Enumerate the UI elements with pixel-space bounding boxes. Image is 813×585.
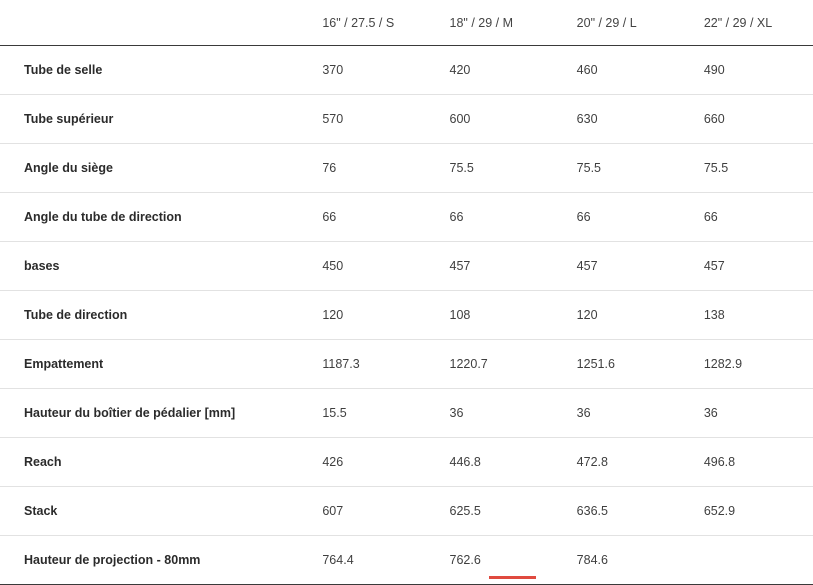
row-value: 75.5: [686, 144, 813, 193]
row-value: 630: [559, 95, 686, 144]
row-value: 450: [304, 242, 431, 291]
row-value: 138: [686, 291, 813, 340]
table-row: [0, 95, 813, 144]
row-value: 66: [686, 193, 813, 242]
row-label: Angle du tube de direction: [0, 193, 304, 242]
table-row: [0, 438, 813, 487]
row-value: 652.9: [686, 487, 813, 536]
row-label: Tube de direction: [0, 291, 304, 340]
row-value: 784.6: [559, 536, 686, 585]
table-row: [0, 193, 813, 242]
row-value: 75.5: [432, 144, 559, 193]
row-value: 76: [304, 144, 431, 193]
row-value: 426: [304, 438, 431, 487]
column-header-measure: [0, 0, 304, 46]
row-label: Tube de selle: [0, 46, 304, 95]
row-value: 762.6: [432, 536, 559, 585]
row-value: 420: [432, 46, 559, 95]
table-row: [0, 389, 813, 438]
row-value: 1251.6: [559, 340, 686, 389]
column-header-size-l: 20" / 29 / L: [559, 0, 686, 46]
row-value: 625.5: [432, 487, 559, 536]
row-value: 36: [559, 389, 686, 438]
column-header-size-m: 18" / 29 / M: [432, 0, 559, 46]
row-value: 490: [686, 46, 813, 95]
row-value: 1220.7: [432, 340, 559, 389]
table-row: [0, 144, 813, 193]
row-value: 66: [559, 193, 686, 242]
row-value: 600: [432, 95, 559, 144]
table-row: [0, 46, 813, 95]
table-header: [0, 0, 813, 46]
row-value: 120: [304, 291, 431, 340]
row-value: 496.8: [686, 438, 813, 487]
row-value: 66: [304, 193, 431, 242]
row-value: 120: [559, 291, 686, 340]
table-row: [0, 536, 813, 585]
row-label: Hauteur du boîtier de pédalier [mm]: [0, 389, 304, 438]
row-label: Tube supérieur: [0, 95, 304, 144]
row-value: 570: [304, 95, 431, 144]
row-value: 66: [432, 193, 559, 242]
table-row: [0, 340, 813, 389]
row-value: 660: [686, 95, 813, 144]
row-value: 370: [304, 46, 431, 95]
row-value: 1187.3: [304, 340, 431, 389]
row-value: 457: [686, 242, 813, 291]
row-value: 15.5: [304, 389, 431, 438]
row-value: 446.8: [432, 438, 559, 487]
row-value: 764.4: [304, 536, 431, 585]
row-value: 1282.9: [686, 340, 813, 389]
column-header-size-s: 16" / 27.5 / S: [304, 0, 431, 46]
row-label: Reach: [0, 438, 304, 487]
row-value: 457: [432, 242, 559, 291]
table-body: [0, 46, 813, 585]
table-header-row: [0, 0, 813, 46]
row-label: Angle du siège: [0, 144, 304, 193]
row-label: Stack: [0, 487, 304, 536]
row-value: 75.5: [559, 144, 686, 193]
table-row: [0, 242, 813, 291]
row-value: [686, 536, 813, 585]
row-value: 607: [304, 487, 431, 536]
table-row: [0, 487, 813, 536]
row-value: 36: [432, 389, 559, 438]
row-value: 636.5: [559, 487, 686, 536]
column-header-size-xl: 22" / 29 / XL: [686, 0, 813, 46]
row-value: 108: [432, 291, 559, 340]
row-value: 460: [559, 46, 686, 95]
table-row: [0, 291, 813, 340]
row-value: 457: [559, 242, 686, 291]
row-value: 36: [686, 389, 813, 438]
row-label: bases: [0, 242, 304, 291]
row-label: Hauteur de projection - 80mm: [0, 536, 304, 585]
row-value: 472.8: [559, 438, 686, 487]
row-label: Empattement: [0, 340, 304, 389]
